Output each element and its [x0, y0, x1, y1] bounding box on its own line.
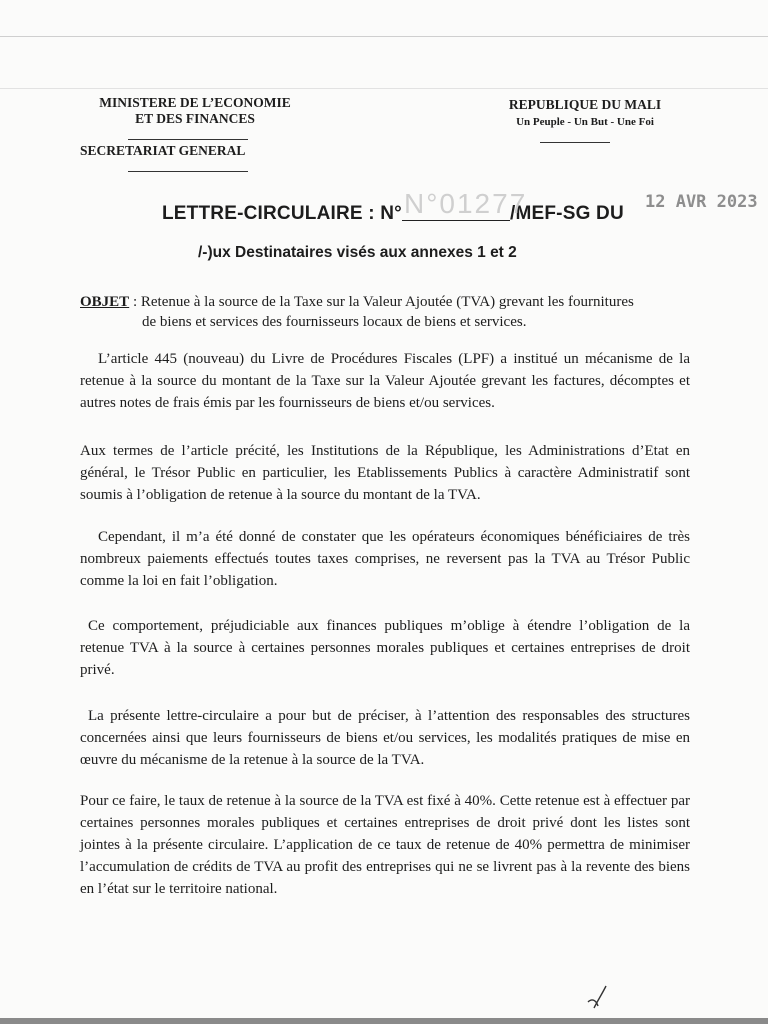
- date-stamp: 12 AVR 2023: [645, 192, 758, 212]
- subject-block: [80, 292, 696, 332]
- scan-bottom-edge: [0, 1018, 768, 1024]
- republic-divider: [540, 142, 610, 143]
- body-paragraph: Cependant, il m’a été donné de constater que les opérateurs économiques bénéficiaires de très nombreux paiements effectués toutes taxes comprises, ne reversent pas la TVA au Trésor Public comme la loi en fait l’obligation.: [80, 529, 690, 589]
- initials-mark: [584, 982, 614, 1012]
- ministry-line-2: ET DES FINANCES: [135, 111, 255, 126]
- number-field: [402, 188, 528, 221]
- body-paragraph: Ce comportement, préjudiciable aux finances publiques m’oblige à étendre l’obligation de la retenue TVA à la source à certaines personnes morales publiques et certaines entreprises de droit privé.: [80, 618, 690, 678]
- stamped-number: N°01277: [403, 188, 528, 219]
- secretariat-divider: [128, 171, 248, 172]
- ministry-line-1: MINISTERE DE L’ECONOMIE: [99, 95, 291, 110]
- title-prefix: LETTRE-CIRCULAIRE : N°: [162, 203, 402, 224]
- republic-header: REPUBLIQUE DU MALI: [508, 97, 662, 112]
- secretariat-header: SECRETARIAT GENERAL: [80, 143, 246, 158]
- recipients-line: /-)ux Destinataires visés aux annexes 1 et 2: [198, 244, 517, 261]
- subject-separator: :: [129, 294, 141, 310]
- body-paragraph: La présente lettre-circulaire a pour but de préciser, à l’attention des responsables des structures concernées ainsi que leurs fournisseurs de biens et/ou services, les modalités pratiques de mise en œuvre du mécanisme de la retenue à la source de la TVA.: [80, 708, 690, 768]
- body-paragraph: L’article 445 (nouveau) du Livre de Procédures Fiscales (LPF) a institué un mécanisme de la retenue à la source du montant de la Taxe sur la Valeur Ajoutée grevant les factures, décomptes et autres notes de frais émis par les fournisseurs de biens et/ou services.: [80, 351, 690, 411]
- subject-line-1: Retenue à la source de la Taxe sur la Valeur Ajoutée (TVA) grevant les fournitures: [140, 294, 634, 310]
- ministry-divider: [128, 139, 248, 140]
- title-suffix: /MEF-SG DU: [509, 203, 624, 224]
- ministry-header: [80, 95, 310, 127]
- body-paragraph: Aux termes de l’article précité, les Institutions de la République, les Administrations d’Etat en général, le Trésor Public en particulier, les Etablissements Publics à caractère Administratif sont soumis à l’obligation de retenue à la source du montant de la TVA.: [80, 443, 690, 503]
- document-title: [162, 188, 624, 225]
- subject-label: OBJET: [80, 294, 130, 310]
- subject-line-2: de biens et services des fournisseurs locaux de biens et services.: [142, 314, 527, 330]
- national-motto: Un Peuple - Un But - Une Foi: [516, 116, 654, 128]
- body-paragraph: Pour ce faire, le taux de retenue à la source de la TVA est fixé à 40%. Cette retenue est à effectuer par certaines personnes morales publiques et certaines entreprises de droit privé dont les listes sont jointes à la présente circulaire. L’application de ce taux de retenue de 40% permettra de minimiser l’accumulation de crédits de TVA au profit des entreprises qui ne se livrent pas à la revente des biens en l’état sur le territoire national.: [80, 793, 690, 897]
- scan-edge-line: [0, 88, 768, 89]
- scan-edge-line: [0, 36, 768, 37]
